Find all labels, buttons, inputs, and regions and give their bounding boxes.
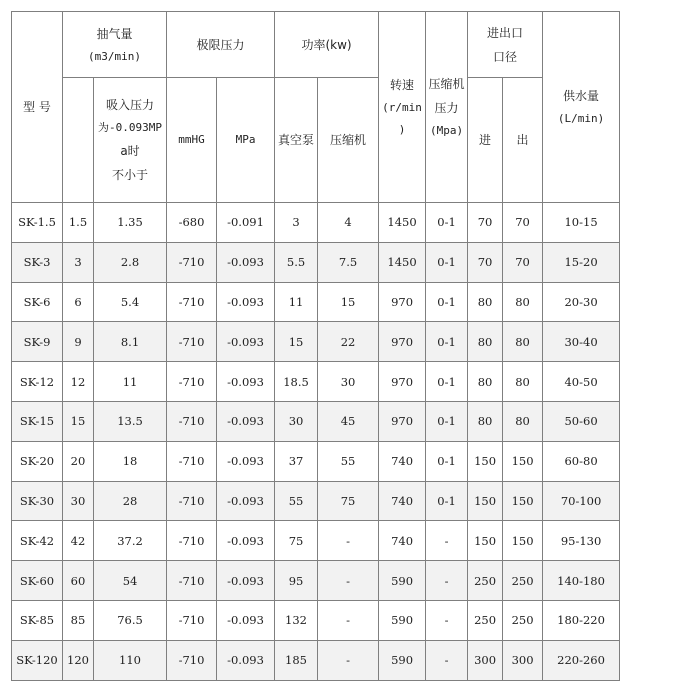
cell-comp: 30 — [318, 362, 379, 402]
header-mmhg: mmHG — [167, 78, 217, 203]
header-suction — [94, 78, 167, 203]
cell-speed: 1450 — [379, 203, 426, 243]
header-speed-unit-a: (r/min — [382, 101, 422, 114]
cell-outlet: 150 — [503, 481, 543, 521]
cell-water: 20-30 — [543, 282, 620, 322]
cell-inlet: 250 — [468, 600, 503, 640]
header-comp-pressure-a: 压缩机 — [428, 77, 465, 91]
header-pump-speed-label: 抽气量 — [96, 26, 133, 41]
cell-suction: 28 — [94, 481, 167, 521]
header-power: 功率(kw) — [275, 12, 379, 78]
cell-suction: 5.4 — [94, 282, 167, 322]
cell-outlet: 250 — [503, 600, 543, 640]
cell-q: 3 — [63, 242, 94, 282]
header-comp-pressure-b: 压力 — [434, 101, 459, 115]
header-ultimate-pressure: 极限压力 — [167, 12, 275, 78]
cell-inlet: 150 — [468, 441, 503, 481]
cell-water: 60-80 — [543, 441, 620, 481]
cell-suction: 11 — [94, 362, 167, 402]
cell-pump: 185 — [275, 640, 318, 680]
cell-water: 40-50 — [543, 362, 620, 402]
cell-q: 85 — [63, 600, 94, 640]
cell-cp: 0-1 — [426, 242, 468, 282]
cell-mmhg: -710 — [167, 401, 217, 441]
cell-mmhg: -710 — [167, 322, 217, 362]
header-suction-line3: a时 — [120, 144, 140, 158]
cell-cp: - — [426, 521, 468, 561]
cell-q: 42 — [63, 521, 94, 561]
header-port-label: 进出口 — [487, 25, 524, 40]
table-row — [12, 282, 620, 322]
cell-model: SK-9 — [12, 322, 63, 362]
cell-outlet: 150 — [503, 521, 543, 561]
table-row — [12, 521, 620, 561]
cell-pump: 75 — [275, 521, 318, 561]
header-mpa: MPa — [217, 78, 275, 203]
cell-speed: 970 — [379, 322, 426, 362]
cell-suction: 18 — [94, 441, 167, 481]
cell-pump: 132 — [275, 600, 318, 640]
cell-speed: 590 — [379, 561, 426, 601]
cell-pump: 55 — [275, 481, 318, 521]
cell-water: 95-130 — [543, 521, 620, 561]
cell-model: SK-85 — [12, 600, 63, 640]
cell-pump: 3 — [275, 203, 318, 243]
cell-outlet: 150 — [503, 441, 543, 481]
cell-comp: 15 — [318, 282, 379, 322]
cell-suction: 110 — [94, 640, 167, 680]
cell-suction: 37.2 — [94, 521, 167, 561]
cell-model: SK-15 — [12, 401, 63, 441]
cell-pump: 15 — [275, 322, 318, 362]
cell-inlet: 70 — [468, 203, 503, 243]
header-speed — [379, 12, 426, 203]
cell-suction: 8.1 — [94, 322, 167, 362]
cell-mpa: -0.093 — [217, 600, 275, 640]
cell-q: 12 — [63, 362, 94, 402]
cell-speed: 970 — [379, 362, 426, 402]
cell-pump: 11 — [275, 282, 318, 322]
cell-model: SK-42 — [12, 521, 63, 561]
table-row — [12, 640, 620, 680]
cell-outlet: 70 — [503, 203, 543, 243]
cell-mpa: -0.091 — [217, 203, 275, 243]
cell-mmhg: -710 — [167, 441, 217, 481]
cell-outlet: 80 — [503, 282, 543, 322]
cell-comp: - — [318, 561, 379, 601]
cell-q: 30 — [63, 481, 94, 521]
cell-inlet: 150 — [468, 521, 503, 561]
cell-q: 20 — [63, 441, 94, 481]
cell-speed: 970 — [379, 401, 426, 441]
cell-outlet: 80 — [503, 401, 543, 441]
table-row — [12, 322, 620, 362]
cell-speed: 970 — [379, 282, 426, 322]
cell-comp: 75 — [318, 481, 379, 521]
cell-inlet: 70 — [468, 242, 503, 282]
cell-mmhg: -710 — [167, 362, 217, 402]
cell-mpa: -0.093 — [217, 561, 275, 601]
table-row — [12, 362, 620, 402]
cell-cp: 0-1 — [426, 481, 468, 521]
header-empty — [63, 78, 94, 203]
header-port-label-b: 口径 — [493, 49, 518, 64]
cell-inlet: 80 — [468, 322, 503, 362]
cell-outlet: 300 — [503, 640, 543, 680]
cell-outlet: 80 — [503, 362, 543, 402]
cell-suction: 54 — [94, 561, 167, 601]
header-speed-label: 转速 — [390, 78, 415, 92]
spec-table — [11, 11, 620, 681]
cell-cp: 0-1 — [426, 203, 468, 243]
header-outlet: 出 — [503, 78, 543, 203]
header-comp-pressure-unit: (Mpa) — [429, 124, 464, 137]
cell-mmhg: -710 — [167, 282, 217, 322]
cell-mmhg: -710 — [167, 600, 217, 640]
table-header — [12, 12, 620, 203]
cell-comp: - — [318, 521, 379, 561]
table-row — [12, 203, 620, 243]
header-inlet: 进 — [468, 78, 503, 203]
cell-mmhg: -710 — [167, 242, 217, 282]
cell-water: 70-100 — [543, 481, 620, 521]
cell-mpa: -0.093 — [217, 521, 275, 561]
cell-cp: - — [426, 561, 468, 601]
header-compressor-pressure — [426, 12, 468, 203]
table-row — [12, 600, 620, 640]
header-speed-unit-b: ) — [398, 123, 406, 136]
cell-mpa: -0.093 — [217, 401, 275, 441]
table-body — [12, 203, 620, 681]
cell-q: 1.5 — [63, 203, 94, 243]
cell-comp: 45 — [318, 401, 379, 441]
header-model: 型 号 — [12, 12, 63, 203]
table-row — [12, 401, 620, 441]
cell-suction: 76.5 — [94, 600, 167, 640]
header-port — [468, 12, 543, 78]
cell-outlet: 70 — [503, 242, 543, 282]
cell-mpa: -0.093 — [217, 640, 275, 680]
cell-mmhg: -710 — [167, 481, 217, 521]
cell-mmhg: -710 — [167, 640, 217, 680]
cell-mpa: -0.093 — [217, 282, 275, 322]
cell-inlet: 300 — [468, 640, 503, 680]
header-suction-line4: 不小于 — [112, 168, 149, 182]
cell-cp: 0-1 — [426, 441, 468, 481]
cell-suction: 2.8 — [94, 242, 167, 282]
header-pump-speed-unit: (m3/min) — [88, 49, 141, 63]
cell-cp: - — [426, 600, 468, 640]
cell-mmhg: -710 — [167, 561, 217, 601]
cell-water: 30-40 — [543, 322, 620, 362]
table-row — [12, 481, 620, 521]
cell-mpa: -0.093 — [217, 441, 275, 481]
cell-suction: 13.5 — [94, 401, 167, 441]
header-water-label: 供水量 — [563, 89, 600, 103]
cell-speed: 590 — [379, 600, 426, 640]
cell-mpa: -0.093 — [217, 362, 275, 402]
cell-inlet: 80 — [468, 282, 503, 322]
cell-inlet: 250 — [468, 561, 503, 601]
cell-pump: 5.5 — [275, 242, 318, 282]
cell-inlet: 80 — [468, 362, 503, 402]
cell-inlet: 80 — [468, 401, 503, 441]
cell-speed: 590 — [379, 640, 426, 680]
cell-mmhg: -710 — [167, 521, 217, 561]
cell-pump: 30 — [275, 401, 318, 441]
cell-cp: 0-1 — [426, 322, 468, 362]
cell-cp: 0-1 — [426, 362, 468, 402]
header-pump-speed — [63, 12, 167, 78]
table-row — [12, 561, 620, 601]
cell-pump: 95 — [275, 561, 318, 601]
cell-suction: 1.35 — [94, 203, 167, 243]
cell-comp: - — [318, 600, 379, 640]
header-water-unit: (L/min) — [557, 112, 605, 125]
cell-comp: 22 — [318, 322, 379, 362]
cell-water: 140-180 — [543, 561, 620, 601]
cell-mpa: -0.093 — [217, 322, 275, 362]
cell-model: SK-6 — [12, 282, 63, 322]
table-row — [12, 441, 620, 481]
cell-outlet: 250 — [503, 561, 543, 601]
cell-outlet: 80 — [503, 322, 543, 362]
cell-comp: 55 — [318, 441, 379, 481]
cell-pump: 18.5 — [275, 362, 318, 402]
cell-q: 15 — [63, 401, 94, 441]
cell-comp: 7.5 — [318, 242, 379, 282]
cell-comp: 4 — [318, 203, 379, 243]
cell-q: 60 — [63, 561, 94, 601]
cell-speed: 740 — [379, 521, 426, 561]
cell-water: 50-60 — [543, 401, 620, 441]
cell-water: 15-20 — [543, 242, 620, 282]
cell-model: SK-12 — [12, 362, 63, 402]
cell-q: 9 — [63, 322, 94, 362]
cell-water: 10-15 — [543, 203, 620, 243]
header-water — [543, 12, 620, 203]
header-suction-line1: 吸入压力 — [106, 98, 155, 112]
cell-speed: 740 — [379, 441, 426, 481]
cell-inlet: 150 — [468, 481, 503, 521]
cell-pump: 37 — [275, 441, 318, 481]
cell-water: 180-220 — [543, 600, 620, 640]
cell-model: SK-3 — [12, 242, 63, 282]
header-suction-line2: 为-0.093MP — [98, 121, 162, 134]
header-compressor: 压缩机 — [318, 78, 379, 203]
cell-mmhg: -680 — [167, 203, 217, 243]
cell-model: SK-20 — [12, 441, 63, 481]
cell-model: SK-60 — [12, 561, 63, 601]
cell-cp: 0-1 — [426, 401, 468, 441]
cell-model: SK-1.5 — [12, 203, 63, 243]
cell-q: 120 — [63, 640, 94, 680]
table-row — [12, 242, 620, 282]
cell-speed: 1450 — [379, 242, 426, 282]
cell-mpa: -0.093 — [217, 481, 275, 521]
header-vacuum-pump: 真空泵 — [275, 78, 318, 203]
cell-water: 220-260 — [543, 640, 620, 680]
cell-model: SK-120 — [12, 640, 63, 680]
cell-speed: 740 — [379, 481, 426, 521]
cell-model: SK-30 — [12, 481, 63, 521]
cell-cp: 0-1 — [426, 282, 468, 322]
cell-mpa: -0.093 — [217, 242, 275, 282]
cell-comp: - — [318, 640, 379, 680]
cell-q: 6 — [63, 282, 94, 322]
cell-cp: - — [426, 640, 468, 680]
